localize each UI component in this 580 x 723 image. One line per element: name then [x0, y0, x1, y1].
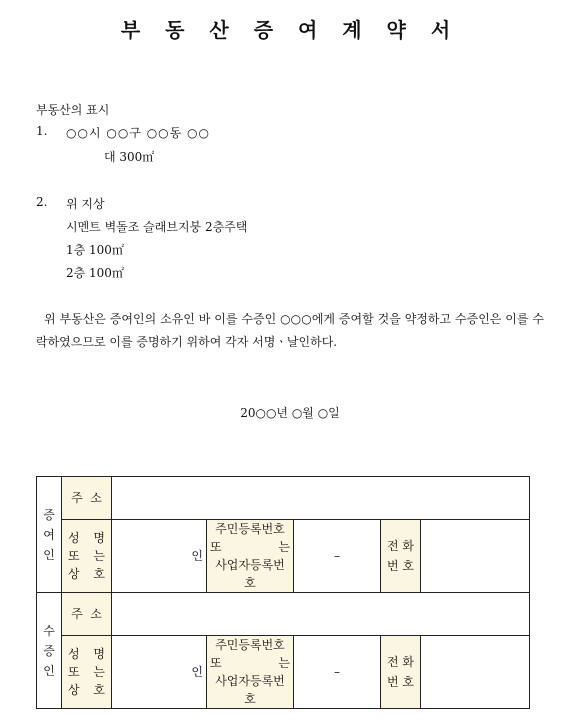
recipient-address-field[interactable]: [112, 593, 530, 636]
donor-phone-field[interactable]: [421, 520, 530, 593]
recipient-id-field[interactable]: –: [294, 636, 381, 709]
floor-2-area: 2층 100㎡: [66, 266, 124, 280]
donor-name-label: 성 명 또 는 상 호: [62, 520, 112, 593]
recipient-address-row: [37, 593, 530, 636]
donor-seal-mark: 인: [112, 520, 207, 593]
party-table: [36, 476, 530, 709]
donor-id-label: 주민등록번호 또 는 사업자등록번호: [207, 520, 294, 593]
item-2-number: 2.: [36, 195, 48, 209]
above-ground-label: 위 지상: [66, 197, 105, 211]
recipient-name-row: [37, 636, 530, 709]
property-address: ○○시 ○○구 ○○동 ○○: [66, 126, 210, 140]
recipient-label: 수 증 인: [37, 593, 62, 709]
donor-address-field[interactable]: [112, 477, 530, 520]
document-title: 부 동 산 증 여 계 약 서: [120, 18, 460, 42]
recipient-id-label: 주민등록번호 또 는 사업자등록번호: [207, 636, 294, 709]
donor-id-field[interactable]: –: [294, 520, 381, 593]
floor-1-area: 1층 100㎡: [66, 243, 124, 257]
property-heading: 부동산의 표시: [36, 103, 110, 117]
donor-address-row: [37, 477, 530, 520]
recipient-seal-mark: 인: [112, 636, 207, 709]
donor-address-label: 주 소: [62, 477, 112, 520]
recipient-name-label: 성 명 또 는 상 호: [62, 636, 112, 709]
contract-date: 20○○년 ○월 ○일: [240, 406, 340, 420]
agreement-paragraph: 위 부동산은 증여인의 소유인 바 이를 수증인 ○○○에게 증여할 것을 약정하고 수증인은 이를 수락하였으므로 이를 증명하기 위하여 각자 서명ㆍ날인하다.: [36, 312, 544, 349]
donor-label: 증 여 인: [37, 477, 62, 593]
land-area: 대 300㎡: [104, 150, 155, 164]
building-structure: 시멘트 벽돌조 슬래브지붕 2층주택: [66, 220, 248, 234]
recipient-phone-label: 전 화 번 호: [381, 636, 421, 709]
recipient-address-label: 주 소: [62, 593, 112, 636]
recipient-phone-field[interactable]: [421, 636, 530, 709]
item-1-number: 1.: [36, 124, 48, 138]
donor-phone-label: 전 화 번 호: [381, 520, 421, 593]
donor-name-row: [37, 520, 530, 593]
